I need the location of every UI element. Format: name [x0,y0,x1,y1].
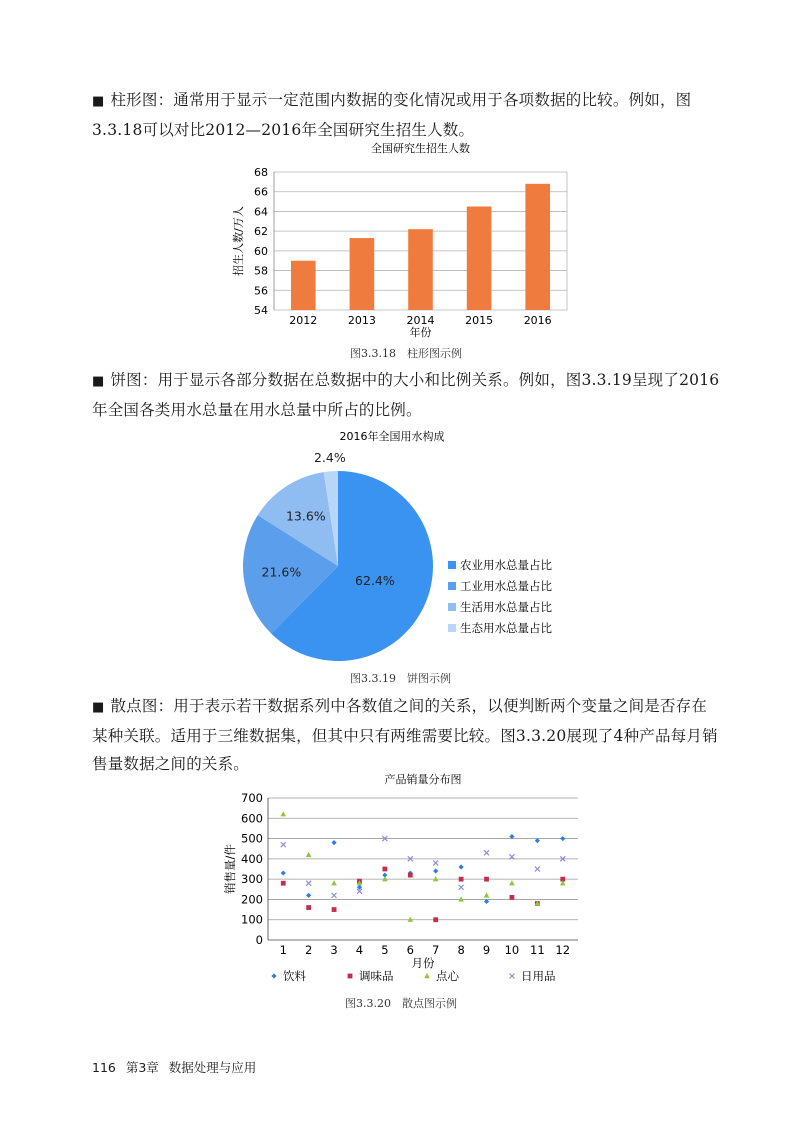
paragraph-scatter-chart [92,692,722,778]
data-point [560,836,565,841]
data-point [458,896,464,901]
x-axis-label: 月份 [411,956,435,970]
data-point [306,905,311,910]
slice-data-label: 62.4% [355,573,395,589]
x-tick-label: 6 [406,943,414,957]
slice-data-label: 2.4% [313,450,346,466]
y-tick-label: 300 [241,872,263,887]
legend-label: 日用品 [521,969,556,983]
x-tick-label: 4 [355,943,364,957]
bar [350,238,375,310]
y-tick-label: 700 [241,791,263,805]
data-point [281,842,286,847]
bar [291,261,316,310]
slice-data-label: 13.6% [285,508,326,524]
y-tick-label: 600 [241,811,263,826]
bullet-icon: ■ [92,94,105,109]
data-point [459,864,464,869]
bar [467,207,492,311]
data-point [510,895,515,900]
x-tick-label: 7 [432,943,440,957]
chart-title: 全国研究生招生人数 [371,142,470,155]
pie-chart [232,418,592,668]
data-point [332,907,337,912]
x-tick-label: 11 [530,943,545,957]
bar [525,184,550,310]
bullet-icon: ■ [92,700,105,715]
chart-title: 产品销量分布图 [384,773,462,786]
data-point [509,880,515,885]
pie-chart-caption: 图3.3.19 饼图示例 [350,672,451,685]
bar-chart-caption: 图3.3.18 柱形图示例 [350,347,462,360]
legend-label: 饮料 [283,969,306,983]
page-number: 116 [92,1060,116,1075]
y-tick-label: 60 [254,244,268,258]
y-tick-label: 66 [254,185,268,199]
chart-title: 2016年全国用水构成 [339,430,445,443]
data-point [459,885,464,890]
legend-label: 生态用水总量占比 [460,621,552,635]
x-tick-label: 2 [304,943,313,957]
x-tick-label: 1 [279,943,287,957]
y-axis-label: 招生人数/万人 [232,206,245,276]
x-tick-label: 2016 [523,314,552,327]
legend-label: 生活用水总量占比 [460,600,552,614]
y-tick-label: 0 [255,933,263,947]
y-tick-label: 64 [254,205,268,219]
x-tick-label: 12 [555,943,571,957]
y-tick-label: 58 [254,264,268,278]
data-point [280,811,286,816]
x-tick-label: 5 [381,943,389,957]
legend-label: 农业用水总量占比 [460,558,552,572]
data-point [332,893,337,898]
data-point [484,877,489,882]
y-axis-label: 销售量/件 [223,844,237,894]
y-tick-label: 200 [241,892,263,907]
x-tick-label: 3 [330,943,338,957]
x-tick-label: 2015 [465,314,494,327]
data-point [306,881,311,886]
pie-chart-figure [232,418,592,672]
legend-marker [510,974,515,979]
x-tick-label: 2012 [289,314,318,327]
scatter-chart [222,770,592,992]
y-tick-label: 100 [241,912,263,927]
paragraph-scatter-text: 散点图：用于表示若干数据系列中各数值之间的关系，以便判断两个变量之间是否存在某种关联。适用于三维数据集，但其中只有两维需要比较。图3.3.20展现了4种产品每月销售量数据之间的关系。 [92,697,718,773]
legend-swatch [448,582,456,590]
scatter-chart-caption: 图3.3.20 散点图示例 [345,997,457,1010]
legend-label: 点心 [436,969,459,983]
x-tick-label: 10 [504,943,520,957]
legend-label: 调味品 [359,969,394,983]
legend-swatch [448,624,456,632]
slice-data-label: 21.6% [261,564,302,580]
data-point [433,860,438,865]
legend-swatch [448,603,456,611]
paragraph-pie-text: 饼图：用于显示各部分数据在总数据中的大小和比例关系。例如，图3.3.19呈现了2016年全国各类用水总量在用水总量中所占的比例。 [92,371,720,419]
paragraph-bar-chart [92,86,722,144]
y-tick-label: 400 [241,851,263,866]
y-tick-label: 68 [254,166,268,179]
paragraph-bar-text: 柱形图：通常用于显示一定范围内数据的变化情况或用于各项数据的比较。例如，图3.3.18可以对比2012—2016年全国研究生招生人数。 [92,91,692,139]
x-tick-label: 2013 [347,314,376,327]
x-axis-label: 年份 [409,326,432,338]
legend-swatch [448,561,456,569]
legend-label: 工业用水总量占比 [460,579,552,593]
data-point [331,840,336,845]
data-point [484,850,489,855]
chapter-title: 数据处理与应用 [168,1060,257,1075]
data-point [484,892,490,897]
legend-marker [424,973,430,978]
legend-marker [271,973,276,978]
bullet-icon: ■ [92,374,105,389]
data-point [535,867,540,872]
legend-marker [348,974,353,979]
y-tick-label: 500 [241,831,263,846]
x-tick-label: 2014 [406,314,435,327]
bar-chart [222,138,582,338]
bar [408,229,433,310]
bar-chart-figure [222,138,582,342]
data-point [382,867,387,872]
data-point [331,880,337,885]
data-point [306,893,311,898]
data-point [433,868,438,873]
data-point [433,917,438,922]
scatter-chart-figure [222,770,592,996]
y-tick-label: 62 [254,225,268,239]
data-point [281,870,286,875]
chapter-label: 第3章 [125,1060,159,1075]
data-point [281,881,286,886]
data-point [408,873,413,878]
page-footer [92,1058,262,1076]
y-tick-label: 54 [254,304,268,317]
y-tick-label: 56 [254,284,268,298]
data-point [306,852,312,857]
paragraph-pie-chart [92,366,722,424]
data-point [459,877,464,882]
x-tick-label: 8 [457,943,465,957]
x-tick-label: 9 [482,943,491,957]
